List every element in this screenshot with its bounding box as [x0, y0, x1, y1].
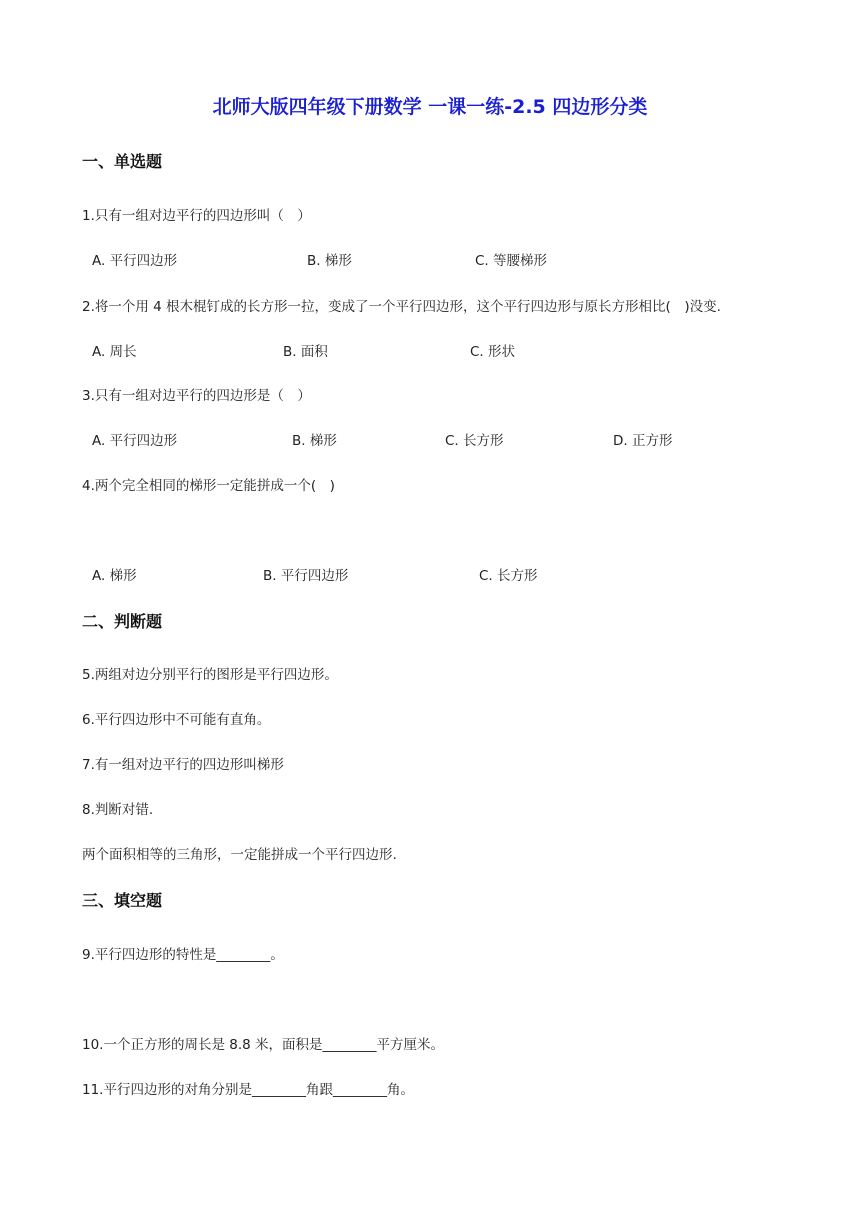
q3-option-b: B. 梯形 — [292, 433, 337, 449]
q2-option-b: B. 面积 — [283, 344, 328, 360]
section-heading-single-choice: 一、单选题 — [82, 152, 163, 171]
question-2: 2.将一个用 4 根木棍钉成的长方形一拉，变成了一个平行四边形，这个平行四边形与原长方形相比( )没变. — [82, 299, 721, 315]
question-10: 10.一个正方形的周长是 8.8 米，面积是________平方厘米。 — [82, 1037, 445, 1053]
question-11: 11.平行四边形的对角分别是________角跟________角。 — [82, 1082, 414, 1098]
q4-option-a: A. 梯形 — [92, 568, 137, 584]
q1-option-c: C. 等腰梯形 — [475, 253, 548, 269]
q3-option-d: D. 正方形 — [613, 433, 673, 449]
q3-option-c: C. 长方形 — [445, 433, 504, 449]
question-8: 8.判断对错. — [82, 802, 154, 818]
section-heading-true-false: 二、判断题 — [82, 612, 163, 631]
q2-option-c: C. 形状 — [470, 344, 516, 360]
page-title: 北师大版四年级下册数学 一课一练-2.5 四边形分类 — [212, 96, 648, 118]
question-7: 7.有一组对边平行的四边形叫梯形 — [82, 757, 284, 773]
question-3: 3.只有一组对边平行的四边形是（ ） — [82, 388, 311, 404]
question-9: 9.平行四边形的特性是________。 — [82, 947, 284, 963]
q3-option-a: A. 平行四边形 — [92, 433, 178, 449]
section-heading-fill-in: 三、填空题 — [82, 891, 163, 910]
q1-option-b: B. 梯形 — [307, 253, 352, 269]
q4-option-b: B. 平行四边形 — [263, 568, 349, 584]
question-6: 6.平行四边形中不可能有直角。 — [82, 712, 271, 728]
q1-option-a: A. 平行四边形 — [92, 253, 178, 269]
question-1: 1.只有一组对边平行的四边形叫（ ） — [82, 208, 311, 224]
q2-option-a: A. 周长 — [92, 344, 137, 360]
question-4: 4.两个完全相同的梯形一定能拼成一个( ) — [82, 478, 335, 494]
question-5: 5.两组对边分别平行的图形是平行四边形。 — [82, 667, 338, 683]
q4-option-c: C. 长方形 — [479, 568, 538, 584]
question-8-statement: 两个面积相等的三角形，一定能拼成一个平行四边形. — [82, 847, 397, 863]
